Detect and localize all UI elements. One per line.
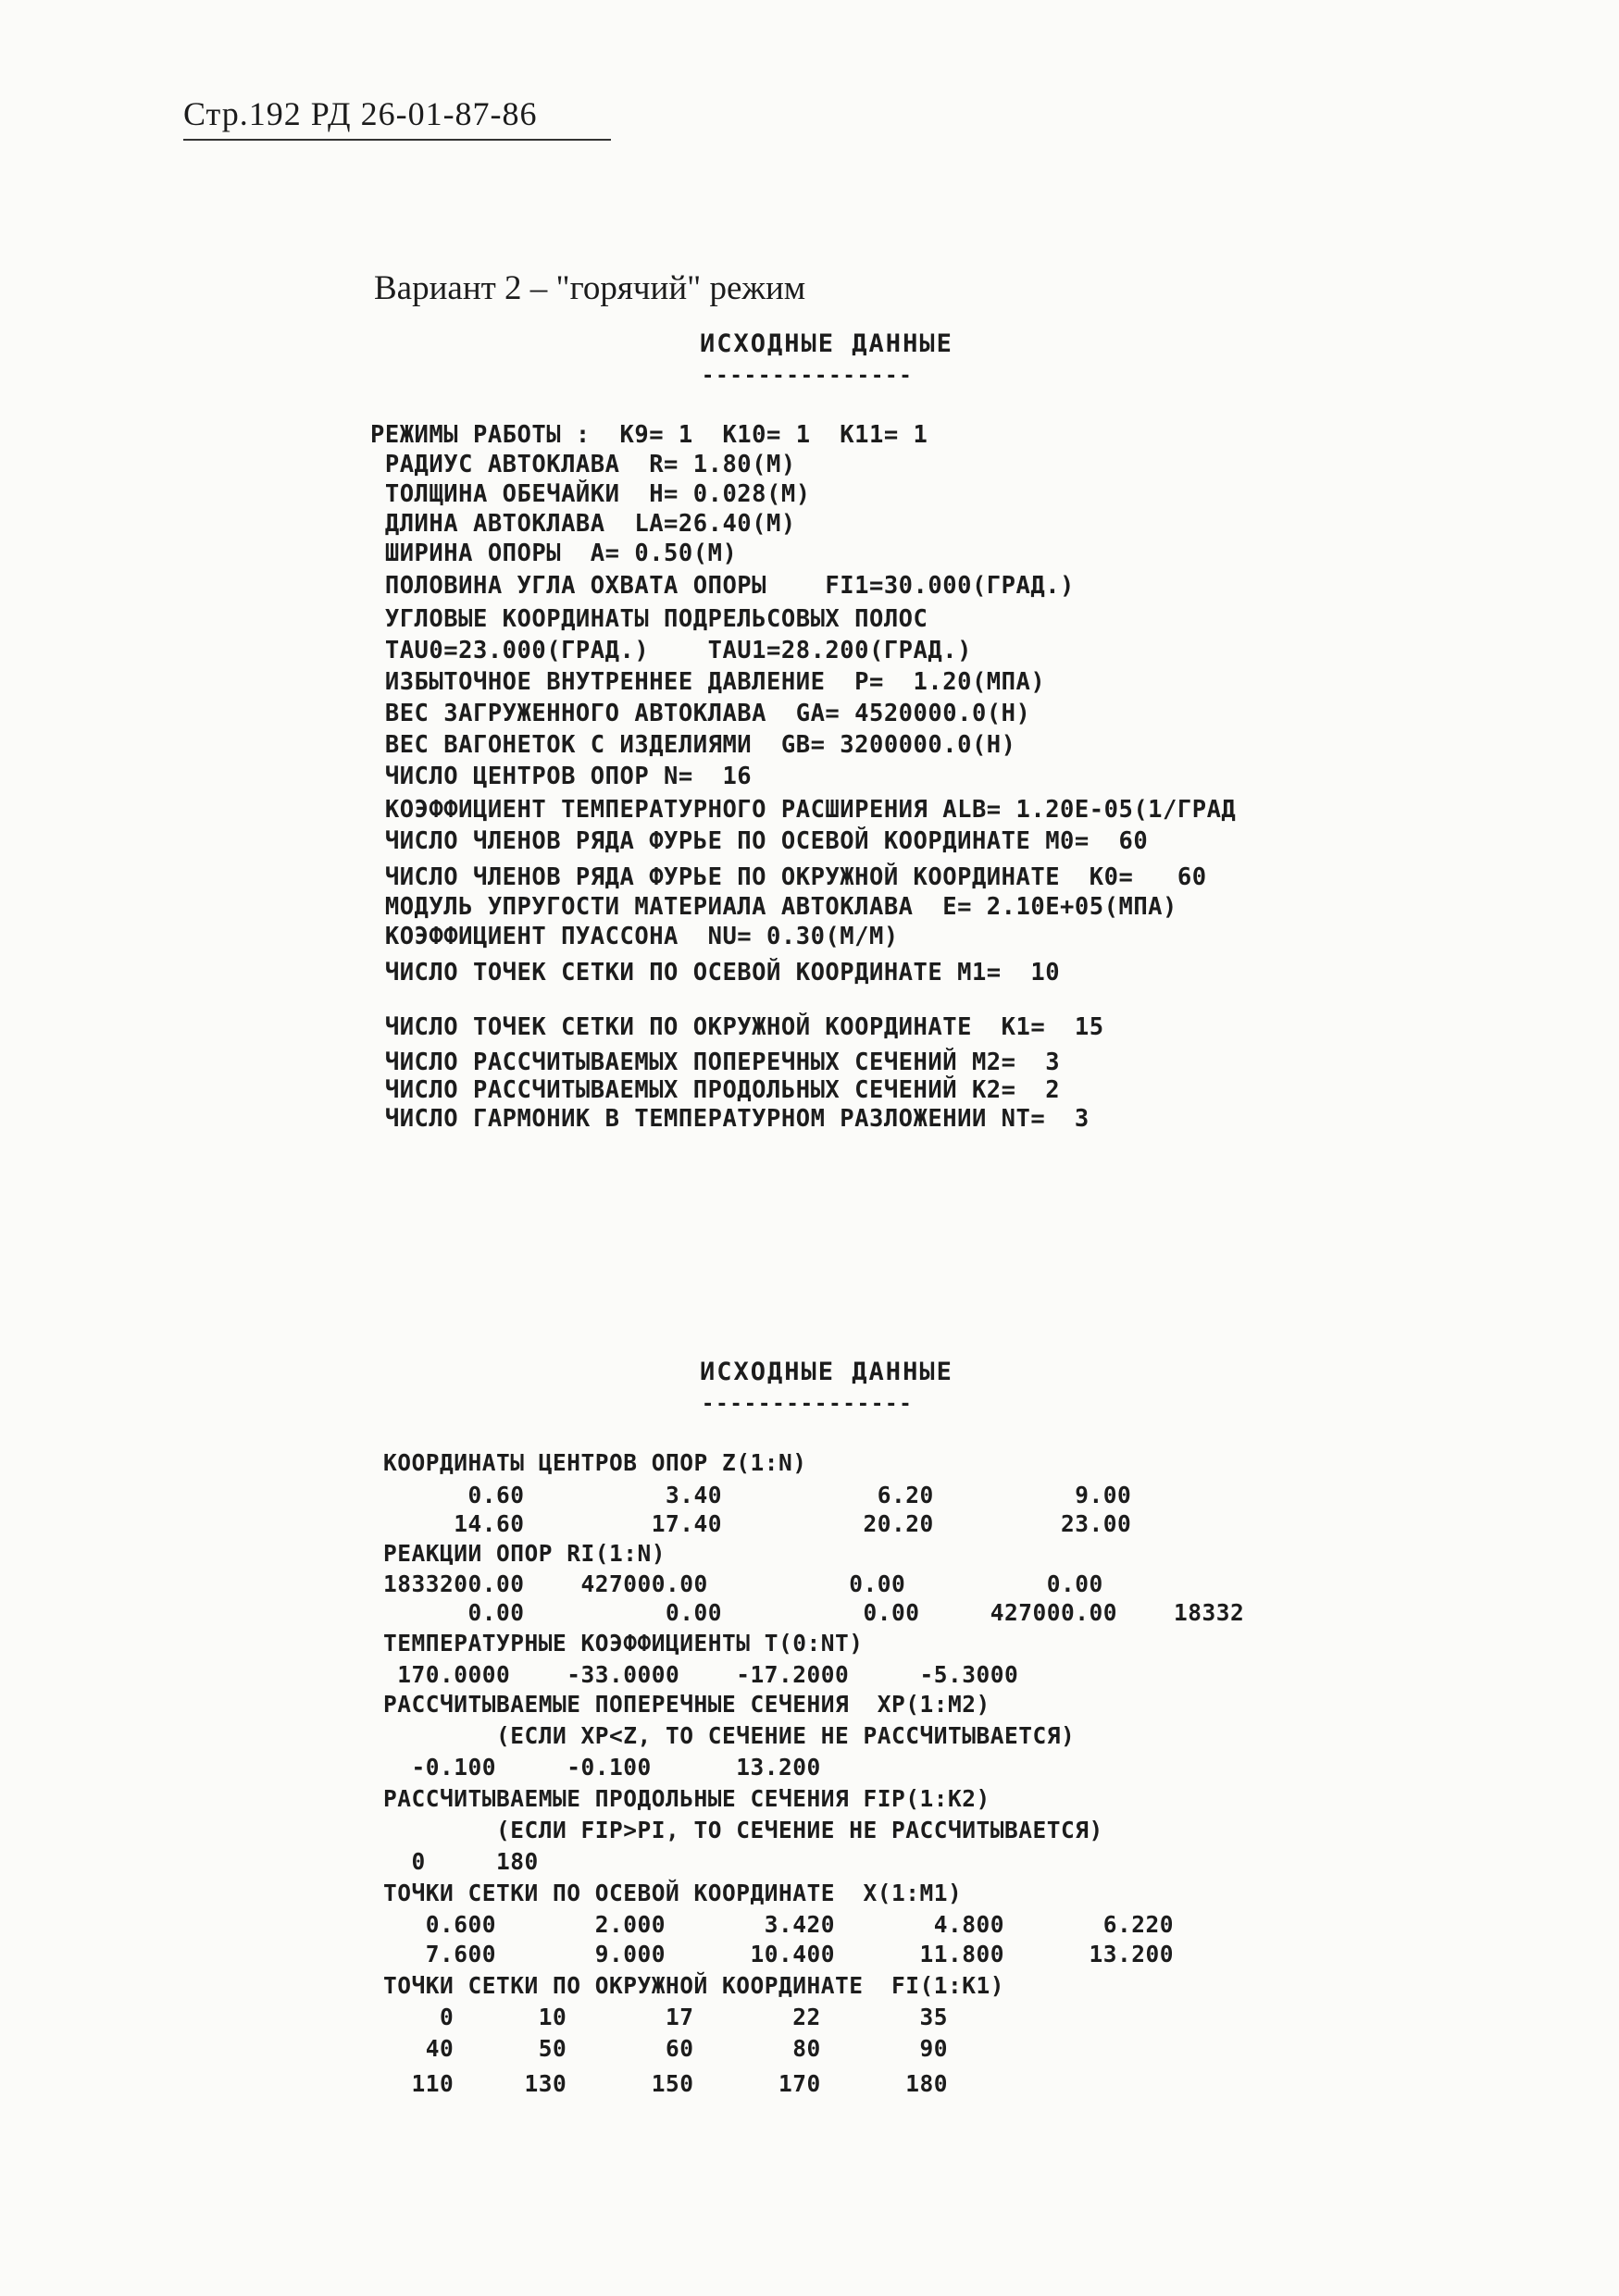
param-line: КОЭФФИЦИЕНТ ПУАССОНА NU= 0.30(M/M)	[370, 923, 899, 950]
param-line: ЧИСЛО ТОЧЕК СЕТКИ ПО ОСЕВОЙ КООРДИНАТЕ M1= 10	[370, 959, 1061, 987]
data-line: 170.0000 -33.0000 -17.2000 -5.3000	[383, 1661, 1019, 1688]
data-line: (ЕСЛИ FIP>PI, ТО СЕЧЕНИЕ НЕ РАССЧИТЫВАЕТСЯ)	[383, 1817, 1103, 1843]
data-line: ТЕМПЕРАТУРНЫЕ КОЭФФИЦИЕНТЫ T(0:NT)	[383, 1630, 864, 1657]
data-line: 40 50 60 80 90	[383, 2035, 949, 2062]
param-line: ЧИСЛО РАССЧИТЫВАЕМЫХ ПРОДОЛЬНЫХ СЕЧЕНИЙ K2= 2	[370, 1076, 1061, 1104]
data-line: 0 10 17 22 35	[383, 2004, 949, 2030]
section-1-title: ИСХОДНЫЕ ДАННЫЕ	[700, 329, 953, 358]
param-line: РЕЖИМЫ РАБОТЫ : K9= 1 K10= 1 K11= 1	[370, 421, 928, 449]
data-line: ТОЧКИ СЕТКИ ПО ОКРУЖНОЙ КООРДИНАТЕ FI(1:K1)	[383, 1972, 1005, 1999]
data-line: (ЕСЛИ XP<Z, ТО СЕЧЕНИЕ НЕ РАССЧИТЫВАЕТСЯ)	[383, 1722, 1076, 1749]
data-line: 0.00 0.00 0.00 427000.00 18332	[383, 1599, 1245, 1626]
param-line: ЧИСЛО ТОЧЕК СЕТКИ ПО ОКРУЖНОЙ КООРДИНАТЕ K1= 15	[370, 1013, 1104, 1041]
data-line: 0 180	[383, 1848, 539, 1875]
param-line: ВЕС ВАГОНЕТОК С ИЗДЕЛИЯМИ GB= 3200000.0(H)	[370, 731, 1016, 759]
data-line: -0.100 -0.100 13.200	[383, 1754, 821, 1781]
param-line: ПОЛОВИНА УГЛА ОХВАТА ОПОРЫ FI1=30.000(ГРАД.)	[370, 572, 1075, 600]
param-line: ЧИСЛО ЧЛЕНОВ РЯДА ФУРЬЕ ПО ОКРУЖНОЙ КООРДИНАТЕ K0= 60	[370, 863, 1207, 891]
data-line: 0.600 2.000 3.420 4.800 6.220	[383, 1911, 1175, 1938]
data-line: 110 130 150 170 180	[383, 2070, 949, 2097]
param-line: ИЗБЫТОЧНОЕ ВНУТРЕННЕЕ ДАВЛЕНИЕ P= 1.20(МПА)	[370, 668, 1046, 696]
page-header: Стр.192 РД 26-01-87-86	[183, 95, 538, 132]
param-line: TAU0=23.000(ГРАД.) TAU1=28.200(ГРАД.)	[370, 637, 972, 664]
variant-title: Вариант 2 – "горячий" режим	[374, 269, 806, 307]
section-1-title-rule: ---------------	[702, 365, 914, 388]
data-line: РАССЧИТЫВАЕМЫЕ ПРОДОЛЬНЫЕ СЕЧЕНИЯ FIP(1:K2)	[383, 1785, 990, 1812]
param-line: УГЛОВЫЕ КООРДИНАТЫ ПОДРЕЛЬСОВЫХ ПОЛОС	[370, 605, 928, 633]
param-line: ТОЛЩИНА ОБЕЧАЙКИ H= 0.028(M)	[370, 480, 811, 508]
param-line: РАДИУС АВТОКЛАВА R= 1.80(M)	[370, 451, 796, 478]
param-line: КОЭФФИЦИЕНТ ТЕМПЕРАТУРНОГО РАСШИРЕНИЯ ALB= 1.20E-05(1/ГРАД	[370, 796, 1237, 824]
param-line: ЧИСЛО ЦЕНТРОВ ОПОР N= 16	[370, 763, 753, 790]
header-underline	[183, 139, 611, 141]
data-line: ТОЧКИ СЕТКИ ПО ОСЕВОЙ КООРДИНАТЕ X(1:M1)	[383, 1880, 963, 1906]
data-line: КООРДИНАТЫ ЦЕНТРОВ ОПОР Z(1:N)	[383, 1449, 807, 1476]
data-line: 14.60 17.40 20.20 23.00	[383, 1510, 1132, 1537]
data-line: РЕАКЦИИ ОПОР RI(1:N)	[383, 1540, 666, 1567]
param-line: ЧИСЛО РАССЧИТЫВАЕМЫХ ПОПЕРЕЧНЫХ СЕЧЕНИЙ M2= 3	[370, 1049, 1061, 1076]
data-line: 0.60 3.40 6.20 9.00	[383, 1482, 1132, 1508]
data-line: РАССЧИТЫВАЕМЫЕ ПОПЕРЕЧНЫЕ СЕЧЕНИЯ XP(1:M2)	[383, 1691, 990, 1718]
param-line: ЧИСЛО ГАРМОНИК В ТЕМПЕРАТУРНОМ РАЗЛОЖЕНИИ NT= 3	[370, 1105, 1090, 1133]
data-line: 1833200.00 427000.00 0.00 0.00	[383, 1570, 1103, 1597]
data-line: 7.600 9.000 10.400 11.800 13.200	[383, 1941, 1175, 1967]
param-line: МОДУЛЬ УПРУГОСТИ МАТЕРИАЛА АВТОКЛАВА E= 2.10E+05(МПА)	[370, 893, 1177, 921]
section-2-title-rule: ---------------	[702, 1393, 914, 1416]
section-2-title: ИСХОДНЫЕ ДАННЫЕ	[700, 1358, 953, 1386]
param-line: ДЛИНА АВТОКЛАВА LA=26.40(M)	[370, 510, 796, 538]
param-line: ШИРИНА ОПОРЫ A= 0.50(M)	[370, 540, 738, 567]
param-line: ЧИСЛО ЧЛЕНОВ РЯДА ФУРЬЕ ПО ОСЕВОЙ КООРДИНАТЕ M0= 60	[370, 827, 1149, 855]
param-line: ВЕС ЗАГРУЖЕННОГО АВТОКЛАВА GA= 4520000.0(H)	[370, 700, 1031, 727]
